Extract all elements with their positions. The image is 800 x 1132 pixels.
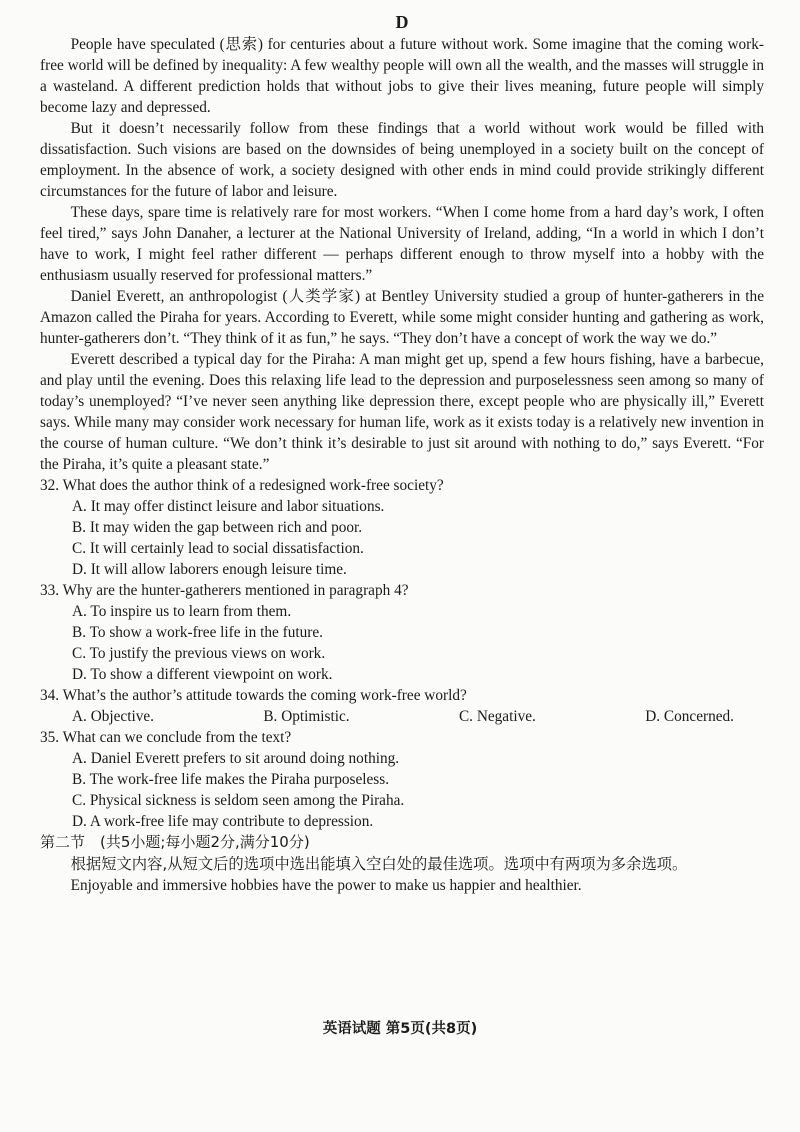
question-stem: 35. What can we conclude from the text? [40,729,292,746]
section-2 [40,832,764,896]
option-d: D. To show a different viewpoint on work. [72,666,333,683]
question-34 [40,685,764,727]
passage-paragraph-4: Daniel Everett, an anthropologist (人类学家) at Bentley University studied a group of hunter-gatherers in the Amazon called the Piraha for years. According to Everett, while some might consider hunting and gathering as work, hunter-gatherers don’t. “They think of it as fun,” he says. “They don’t have a concept of work the way we do.” [40,288,764,347]
section-letter: D [395,12,409,32]
option-a: A. Daniel Everett prefers to sit around doing nothing. [72,750,400,767]
passage-paragraph-3: These days, spare time is relatively rare for most workers. “When I come home from a hard day’s work, I often feel tired,” says John Danaher, a lecturer at the National University of Ireland, adding, “In a world in which I don’t have to work, I might feel rather different — perhaps different enough to throw myself into a hobby with the enthusiasm usually reserved for professional matters.” [40,204,764,284]
section-2-opening-line: Enjoyable and immersive hobbies have the power to make us happier and healthier. [70,877,582,894]
passage [40,34,764,475]
option-b: B. To show a work-free life in the future. [72,624,323,641]
question-35 [40,727,764,832]
options-row [72,706,734,727]
option-c: C. It will certainly lead to social dissatisfaction. [72,540,364,557]
option-b: B. It may widen the gap between rich and poor. [72,519,363,536]
passage-paragraph-1: People have speculated (思索) for centuries about a future without work. Some imagine that the coming work-free world will be defined by inequality: A few wealthy people will own all the wealth, and the masses will struggle in a wasteland. A different prediction holds that without jobs to give their lives meaning, future people will simply become lazy and depressed. [40,36,764,116]
section-2-title: 第二节 (共5小题;每小题2分,满分10分) [40,833,310,851]
passage-paragraph-2: But it doesn’t necessarily follow from these findings that a world without work would be filled with dissatisfaction. Such visions are based on the downsides of being unemployed in a society built on the concept of employment. In the absence of work, a society designed with other ends in mind could provide strikingly different circumstances for the future of labor and leisure. [40,120,764,200]
option-c: C. Physical sickness is seldom seen among the Piraha. [72,792,405,809]
passage-paragraph-5: Everett described a typical day for the Piraha: A man might get up, spend a few hours fishing, have a barbecue, and play until the evening. Does this relaxing life lead to the depression and purposelessness seen among so many of today’s unemployed? “I’ve never seen anything like depression there, except people who are physically ill,” Everett says. While many may consider work necessary for human life, work as it exists today is a relatively new invention in the course of human culture. “We don’t think it’s desirable to just sit around with nothing to do,” says Everett. “For the Piraha, it’s quite a pleasant state.” [40,351,764,473]
option-c: C. To justify the previous views on work. [72,645,326,662]
option-a: A. Objective. [72,708,154,725]
option-d: D. A work-free life may contribute to depression. [72,813,374,830]
question-33 [40,580,764,685]
option-a: A. To inspire us to learn from them. [72,603,292,620]
page-footer: 英语试题 第5页(共8页) [322,1021,478,1037]
question-32 [40,475,764,580]
option-d: D. Concerned. [645,708,734,725]
option-b: B. The work-free life makes the Piraha purposeless. [72,771,390,788]
option-a: A. It may offer distinct leisure and labor situations. [72,498,385,515]
section-2-instruction: 根据短文内容,从短文后的选项中选出能填入空白处的最佳选项。选项中有两项为多余选项。 [70,855,688,873]
question-stem: 33. Why are the hunter-gatherers mentioned in paragraph 4? [40,582,409,599]
option-b: B. Optimistic. [263,708,350,725]
question-stem: 32. What does the author think of a redesigned work-free society? [40,477,444,494]
question-stem: 34. What’s the author’s attitude towards the coming work-free world? [40,687,467,704]
option-d: D. It will allow laborers enough leisure time. [72,561,347,578]
option-c: C. Negative. [458,708,536,725]
